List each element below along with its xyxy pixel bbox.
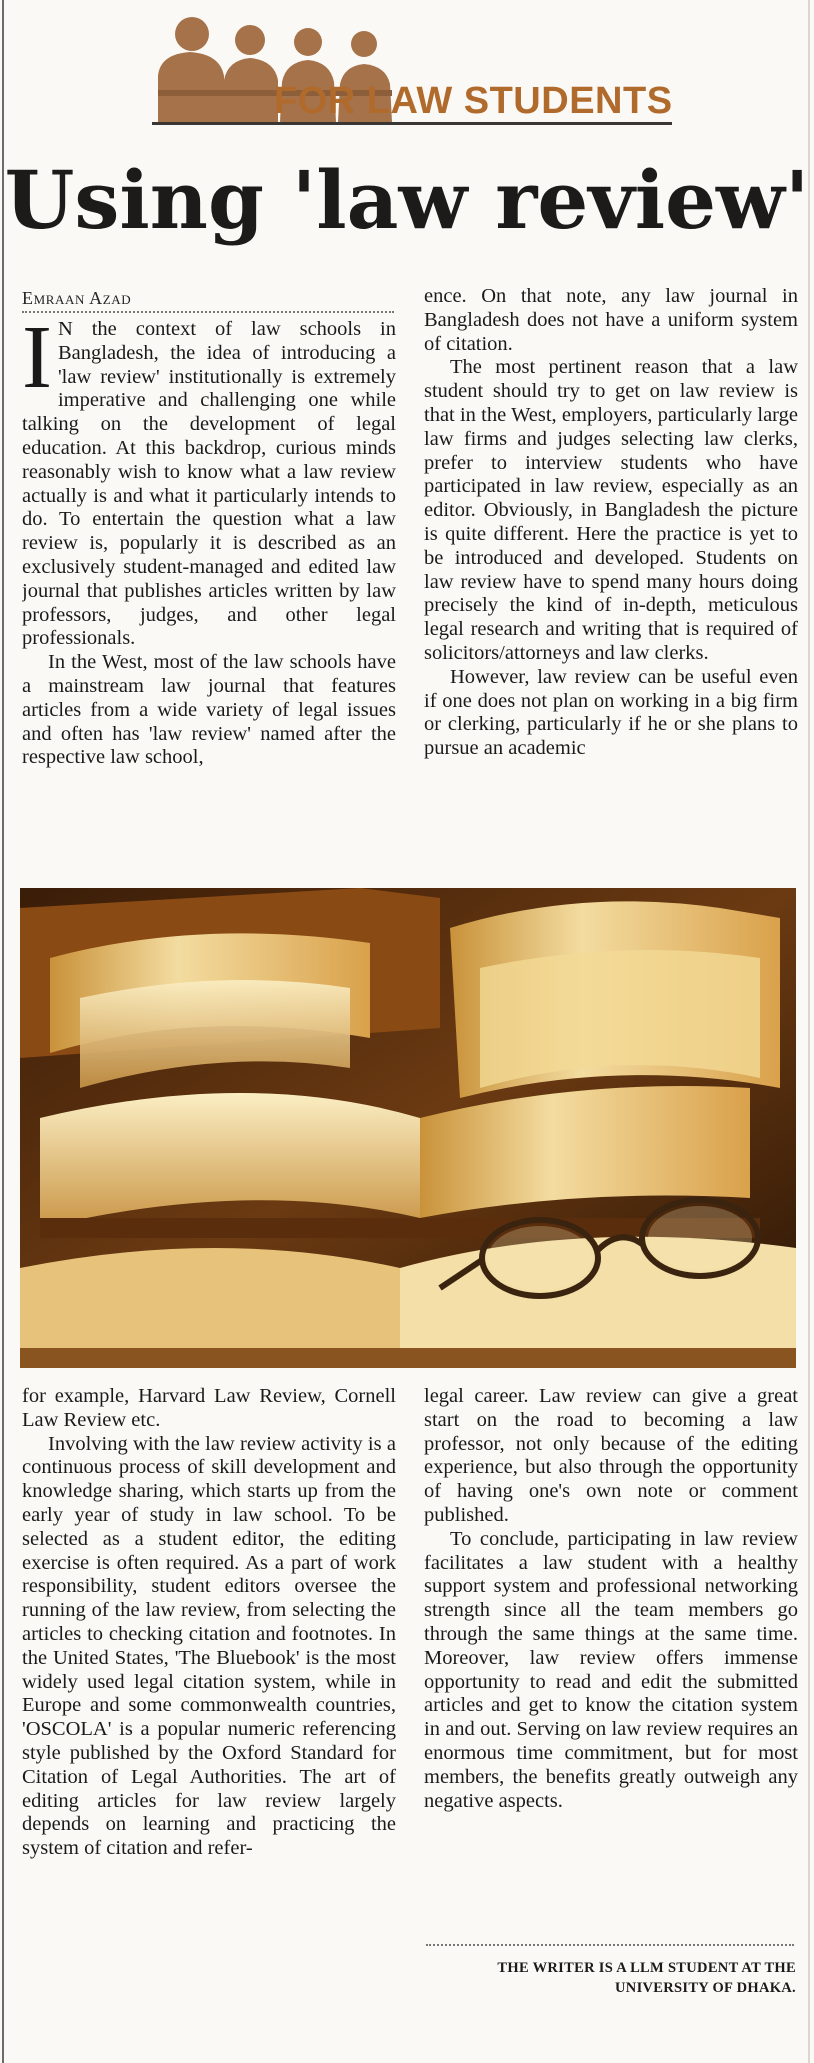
header-underline <box>152 122 672 125</box>
writer-note-line-1: THE WRITER IS A LLM STUDENT AT THE <box>497 1960 796 1976</box>
writer-note-line-2: UNIVERSITY OF DHAKA. <box>615 1980 796 1996</box>
article-column-4 <box>424 1385 798 1930</box>
drop-cap: I <box>22 318 52 407</box>
headline: Using 'law review' <box>4 153 810 247</box>
section-label: FOR LAW STUDENTS <box>274 80 673 122</box>
article-column-2 <box>424 285 798 870</box>
article-column-1 <box>22 318 396 868</box>
paragraph: Involving with the law review activity is a continuous process of skill development and knowledge sharing, which starts up from the early year of study in law school. To be selected as a student editor, the editing exercise is often required. As a part of work responsibility, student editors oversee the running of the law review, from selecting the articles to checking citation and footnotes. In the United States, 'The Bluebook' is the most widely used legal citation system, while in Europe and some commonwealth countries, 'OSCOLA' is a popular numeric referencing style published by the Oxford Standard for Citation of Legal Authorities. The art of editing articles for law review largely depends on learning and practicing the system of citation and refer- <box>22 1432 396 1860</box>
books-photo <box>20 888 796 1368</box>
paragraph: To conclude, participating in law review facilitates a law student with a healthy support system and professional networking strength since all the team members go through the same things at the same time. Moreover, law review offers immense opportunity to read and edit the submitted articles and get to know the citation system in and out. Serving on law review requires an enormous time commitment, but for most members, the benefits greatly outweigh any negative aspects. <box>424 1527 798 1812</box>
right-edge-rule <box>808 0 810 2063</box>
paragraph: However, law review can be useful even if one does not plan on working in a big firm or clerking, particularly if he or she plans to pursue an academic <box>424 665 798 760</box>
footer-divider <box>426 1944 794 1946</box>
paragraph: legal career. Law review can give a great start on the road to becoming a law professor, not only because of the editing experience, but also through the opportunity of having one's own note or comment published. <box>424 1385 798 1526</box>
writer-note <box>426 1958 796 1998</box>
byline: Emraan Azad <box>22 288 132 308</box>
byline-divider <box>22 311 394 313</box>
paragraph: ence. On that note, any law journal in Bangladesh does not have a uniform system of citation. <box>424 285 798 355</box>
article-column-3 <box>22 1385 396 1990</box>
paragraph: for example, Harvard Law Review, Cornell Law Review etc. <box>22 1385 396 1431</box>
paragraph: The most pertinent reason that a law student should try to get on law review is that in the West, employers, particularly large law firms and judges selecting law clerks, prefer to interview students who have participated in law review, especially as an editor. Obviously, in Bangladesh the picture is quite different. Here the practice is yet to be introduced and developed. Students on law review have to spend many hours doing precisely the kind of in-depth, meticulous legal research and writing that is required of solicitors/attorneys and law clerks. <box>424 356 798 664</box>
paragraph: I N the context of law schools in Bangladesh, the idea of introducing a 'law review' institutionally is extremely imperative and challenging one while talking on the development of legal education. At this backdrop, curious minds reasonably wish to know what a law review actually is and what it particularly intends to do. To entertain the question what a law review is, popularly it is described as an exclusively student-managed and edited law journal that publishes articles written by law professors, judges, and other legal professionals. <box>22 318 396 650</box>
left-column-rule <box>2 0 4 2063</box>
paragraph: In the West, most of the law schools have a mainstream law journal that features articles from a wide variety of legal issues and often has 'law review' named after the respective law school, <box>22 651 396 769</box>
